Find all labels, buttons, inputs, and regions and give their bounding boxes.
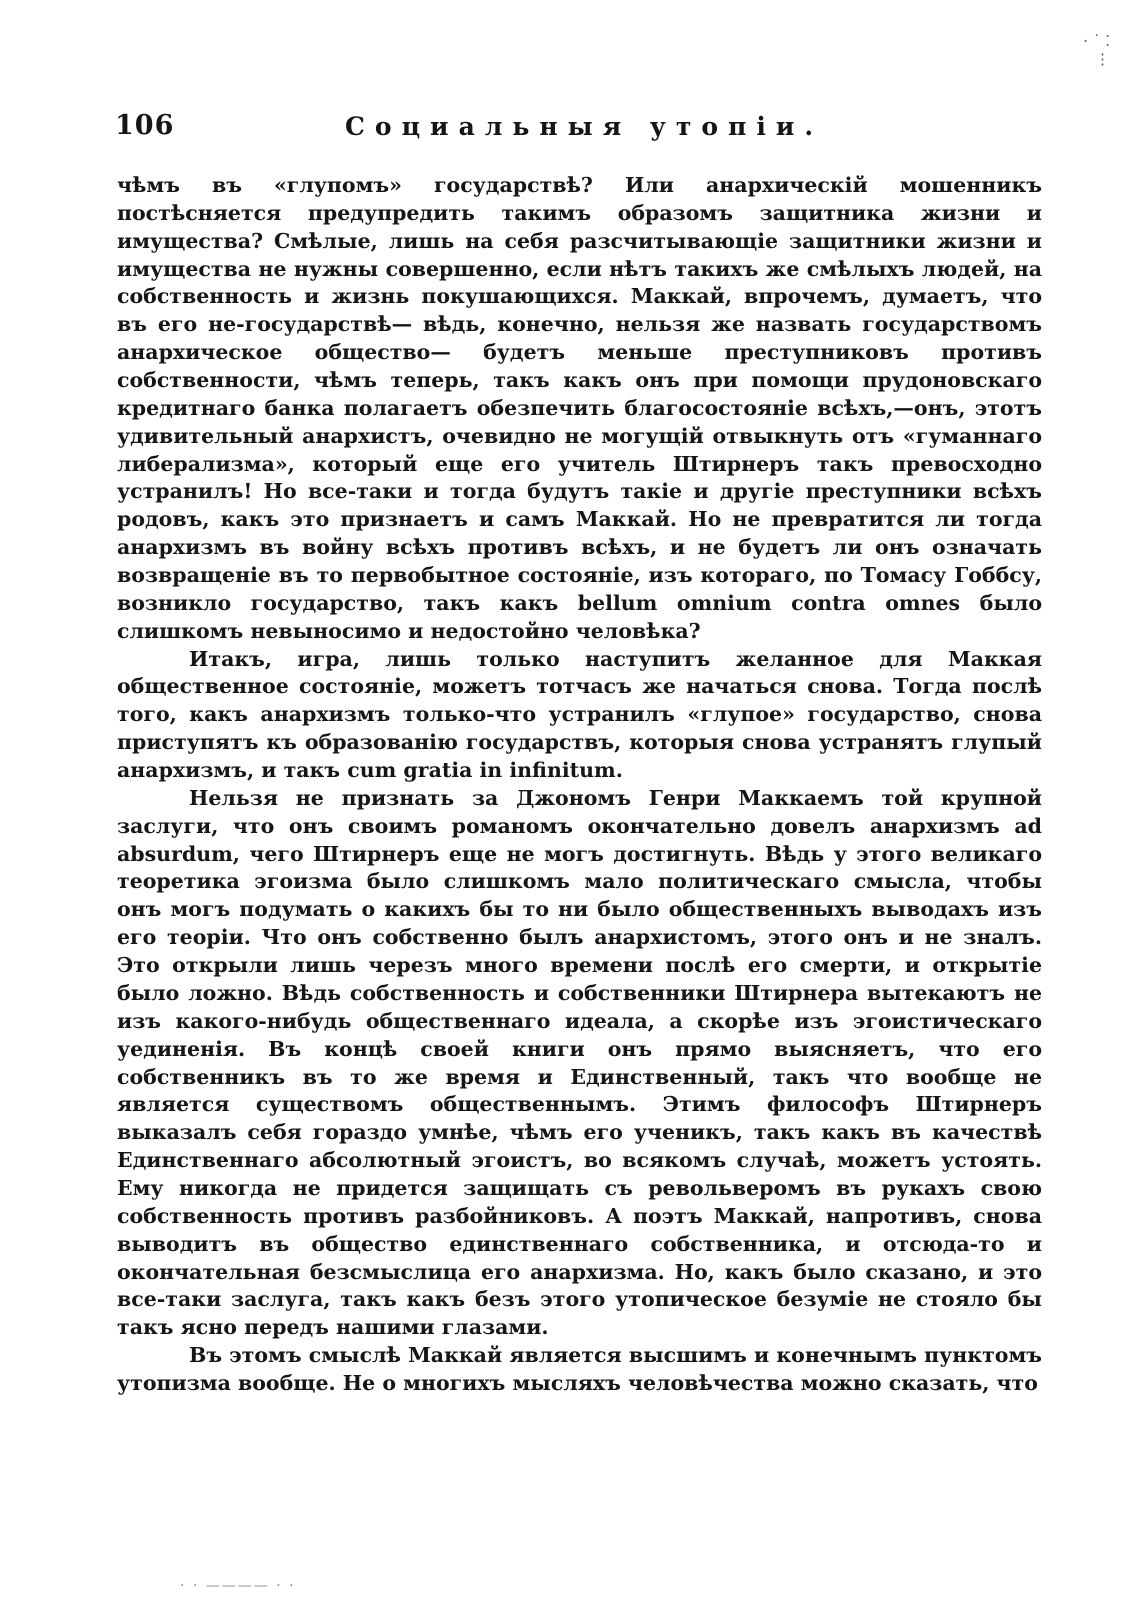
running-title: Социальныя утопіи. (345, 112, 824, 141)
page-number: 106 (115, 110, 175, 141)
paragraph-4: Въ этомъ смыслѣ Маккай является высшимъ и конечнымъ пунктомъ утопизма вообще. Не о многихъ мысляхъ человѣчества можно сказать, что (117, 1343, 1042, 1395)
body-text (117, 172, 1042, 1402)
paragraph-1: чѣмъ въ «глупомъ» государствѣ? Или анархическій мошенникъ постѣсняется предупредить такимъ образомъ защитника жизни и имущества? Смѣлые, лишь на себя разсчитывающіе защитники жизни и имущества не нужны совершенно, если нѣтъ такихъ же смѣлыхъ людей, на собственность и жизнь покушающихся. Маккай, впрочемъ, думаетъ, что въ его не-государствѣ— вѣдь, конечно, нельзя же назвать государствомъ анархическое общество— будетъ меньше преступниковъ противъ собственности, чѣмъ теперь, такъ какъ онъ при помощи прудоновскаго кредитнаго банка полагаетъ обезпечить благосостояніе всѣхъ,—онъ, этотъ удивительный анархистъ, очевидно не могущій отвыкнуть отъ «гуманнаго либерализма», который еще его учитель Штирнеръ такъ превосходно устранилъ! Но все-таки и тогда будутъ такіе и другіе преступники всѣхъ родовъ, какъ это признаетъ и самъ Маккай. Но не превратится ли тогда анархизмъ въ войну всѣхъ противъ всѣхъ, и не будетъ ли онъ означать возвращеніе въ то первобытное состояніе, изъ котораго, по Томасу Гоббсу, возникло государство, такъ какъ bellum omnium contra omnes было слишкомъ невыносимо и недостойно человѣка? (117, 173, 1042, 643)
scan-artifact-footer: · · ———— · · (180, 1578, 296, 1594)
paragraph-2: Итакъ, игра, лишь только наступитъ желанное для Маккая общественное состояніе, можетъ тотчасъ же начаться снова. Тогда послѣ того, какъ анархизмъ только-что устранилъ «глупое» государство, снова приступятъ къ образованію государствъ, которыя снова устранятъ глупый анархизмъ, и такъ cum gratia in infinitum. (117, 646, 1042, 783)
page-header (115, 110, 1040, 150)
scan-artifact-marks: ⋅ ˙ ⁚ ⋮ (1083, 32, 1110, 68)
paragraph-3: Нельзя не признать за Джономъ Генри Маккаемъ той крупной заслуги, что онъ своимъ романомъ окончательно довелъ анархизмъ ad absurdum, чего Штирнеръ еще не могъ достигнуть. Вѣдь у этого великаго теоретика эгоизма было слишкомъ мало политическаго смысла, чтобы онъ могъ подумать о какихъ бы то ни было общественныхъ выводахъ изъ его теоріи. Что онъ собственно былъ анархистомъ, этого онъ и не зналъ. Это открыли лишь черезъ много времени послѣ его смерти, и открытіе было ложно. Вѣдь собственность и собственники Штирнера вытекаютъ не изъ какого-нибудь общественнаго идеала, а скорѣе изъ эгоистическаго уединенія. Въ концѣ своей книги онъ прямо выясняетъ, что его собственникъ въ то же время и Единственный, такъ что вообще не является существомъ общественнымъ. Этимъ философъ Штирнеръ выказалъ себя гораздо умнѣе, чѣмъ его ученикъ, такъ какъ въ качествѣ Единственнаго абсолютный эгоистъ, во всякомъ случаѣ, можетъ устоять. Ему никогда не придется защищать съ револьверомъ въ рукахъ свою собственность противъ разбойниковъ. А поэтъ Маккай, напротивъ, снова выводитъ въ общество единственнаго собственника, и отсюда-то и окончательная безсмыслица его анархизма. Но, какъ было сказано, и это все-таки заслуга, такъ какъ безъ этого утопическое безуміе не стояло бы такъ ясно передъ нашими глазами. (117, 785, 1042, 1340)
